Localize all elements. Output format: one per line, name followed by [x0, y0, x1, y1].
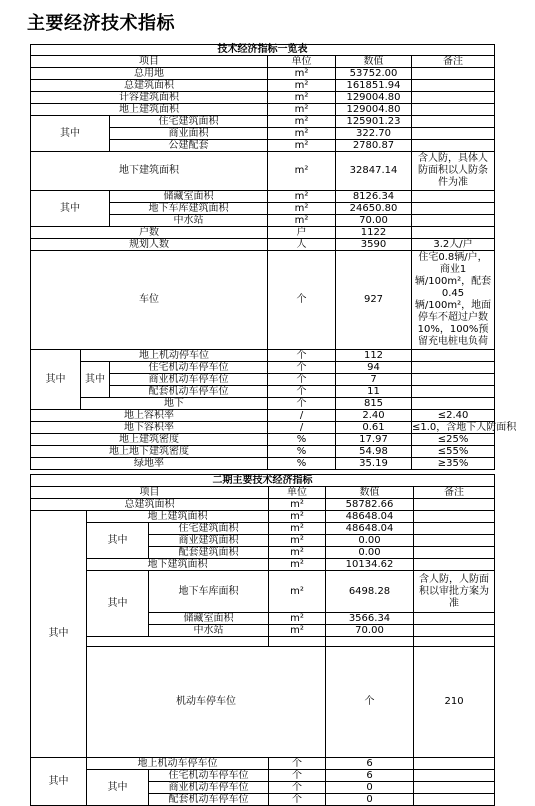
- row-unit: 个: [326, 647, 414, 758]
- row-label: 商业机动车停车位: [110, 374, 268, 386]
- row-value: 70.00: [326, 625, 414, 637]
- subgroup-label: 其中: [87, 571, 149, 637]
- row-value: 58782.66: [326, 499, 414, 511]
- subgroup-label: 其中: [87, 770, 149, 806]
- row-label: 地上地下建筑密度: [31, 446, 268, 458]
- group-label: 其中: [31, 116, 110, 152]
- row-value: 112: [336, 350, 412, 362]
- row-unit: m²: [268, 140, 336, 152]
- row-label: 配套建筑面积: [149, 547, 269, 559]
- row-value: 10134.62: [326, 559, 414, 571]
- row-note: ≤1.0，含地下人防面积: [412, 421, 517, 433]
- table-row: [31, 410, 495, 422]
- row-note: ≤2.40: [412, 410, 495, 422]
- row-unit: 个: [269, 782, 326, 794]
- col-header-item: 项目: [31, 56, 268, 68]
- row-note: [414, 758, 495, 770]
- row-label: 地下: [81, 398, 268, 410]
- row-note: ≤25%: [412, 434, 495, 446]
- table-row: [31, 239, 495, 251]
- row-value: 32847.14: [336, 152, 412, 191]
- row-unit: 个: [268, 398, 336, 410]
- row-label: 储藏室面积: [110, 191, 268, 203]
- row-value: 35.19: [336, 458, 412, 470]
- row-value: 17.97: [336, 434, 412, 446]
- row-label: 住宅机动车停车位: [110, 362, 268, 374]
- row-unit: 个: [269, 794, 326, 806]
- row-note: [412, 386, 495, 398]
- row-label: 储藏室面积: [149, 613, 269, 625]
- table-row: [31, 647, 495, 758]
- row-unit: /: [268, 422, 336, 434]
- row-value: 3566.34: [326, 613, 414, 625]
- row-label: 地下车库面积: [149, 571, 269, 613]
- row-unit: m²: [268, 128, 336, 140]
- row-unit: m²: [269, 625, 326, 637]
- row-note: [412, 227, 495, 239]
- row-note: [414, 523, 495, 535]
- row-value: 6: [326, 758, 414, 770]
- row-label: 住宅建筑面积: [149, 523, 269, 535]
- col-header-unit: 单位: [268, 56, 336, 68]
- row-value: 53752.00: [336, 68, 412, 80]
- table-row: [31, 559, 495, 571]
- row-value: 0.61: [336, 422, 412, 434]
- table-row: [31, 350, 495, 362]
- row-note: [412, 128, 495, 140]
- row-unit: 个: [269, 758, 326, 770]
- row-label: 地下建筑面积: [87, 559, 269, 571]
- row-note: ≥35%: [412, 458, 495, 470]
- row-label: 地上容积率: [31, 410, 268, 422]
- row-label: 总建筑面积: [31, 80, 268, 92]
- row-label: 地上机动车停车位: [87, 758, 269, 770]
- row-value: 815: [336, 398, 412, 410]
- col-header-note: 备注: [414, 487, 495, 499]
- spacer-row: [31, 637, 495, 647]
- row-label: 地上建筑密度: [31, 434, 268, 446]
- row-label: 地上机动停车位: [81, 350, 268, 362]
- table-row: [31, 68, 495, 80]
- row-label: 住宅建筑面积: [110, 116, 268, 128]
- table-row: [31, 104, 495, 116]
- row-note: [414, 499, 495, 511]
- row-value: 7: [336, 374, 412, 386]
- row-unit: 人: [268, 239, 336, 251]
- row-unit: m²: [268, 116, 336, 128]
- row-unit: m²: [269, 535, 326, 547]
- row-label: 配套机动车停车位: [149, 794, 269, 806]
- row-note: [414, 794, 495, 806]
- row-value: 0.00: [326, 547, 414, 559]
- row-value: 94: [336, 362, 412, 374]
- row-note: [412, 68, 495, 80]
- row-value: 0: [326, 794, 414, 806]
- table-row: [31, 571, 495, 613]
- table-row: [31, 770, 495, 782]
- row-label: 总建筑面积: [31, 499, 269, 511]
- row-unit: m²: [268, 215, 336, 227]
- row-value: 70.00: [336, 215, 412, 227]
- table-row: [31, 152, 495, 191]
- row-value: 8126.34: [336, 191, 412, 203]
- row-value: 48648.04: [326, 511, 414, 523]
- row-unit: m²: [269, 511, 326, 523]
- row-unit: 个: [268, 362, 336, 374]
- row-unit: m²: [268, 68, 336, 80]
- row-note: [412, 191, 495, 203]
- row-value: 1122: [336, 227, 412, 239]
- table-row: [31, 80, 495, 92]
- col-header-value: 数值: [336, 56, 412, 68]
- row-note: [414, 547, 495, 559]
- row-label: 配套机动车停车位: [110, 386, 268, 398]
- row-label: 地上建筑面积: [31, 104, 268, 116]
- row-value: 6: [326, 770, 414, 782]
- row-value: 11: [336, 386, 412, 398]
- row-note: [414, 770, 495, 782]
- row-note: [414, 559, 495, 571]
- row-label: 总用地: [31, 68, 268, 80]
- row-value: 129004.80: [336, 92, 412, 104]
- row-unit: %: [268, 458, 336, 470]
- row-label: 车位: [31, 251, 268, 350]
- row-unit: 个: [268, 350, 336, 362]
- row-label: 公建配套: [110, 140, 268, 152]
- row-value: 24650.80: [336, 203, 412, 215]
- table-title: 二期主要技术经济指标: [31, 475, 495, 487]
- row-note: [412, 116, 495, 128]
- header-row: [31, 487, 495, 499]
- table-row: [31, 191, 495, 203]
- table-row: [31, 458, 495, 470]
- row-label: 机动车停车位: [87, 647, 326, 758]
- table-row: [31, 251, 495, 350]
- table-row: [31, 446, 495, 458]
- row-unit: %: [268, 434, 336, 446]
- row-note: 住宅0.8辆/户，商业1辆/100m²，配套0.45辆/100m²，地面停车不超过户数10%，100%预留充电桩电负荷: [412, 251, 495, 350]
- row-unit: /: [268, 410, 336, 422]
- row-unit: 个: [268, 374, 336, 386]
- row-unit: m²: [268, 203, 336, 215]
- row-unit: m²: [269, 499, 326, 511]
- row-value: 48648.04: [326, 523, 414, 535]
- page-title: 主要经济技术指标: [27, 13, 175, 34]
- row-label: 中水站: [149, 625, 269, 637]
- row-value: 210: [414, 647, 495, 758]
- group-label: 其中: [31, 350, 81, 410]
- row-note: 3.2人/户: [412, 239, 495, 251]
- row-note: [412, 398, 495, 410]
- row-unit: 个: [269, 770, 326, 782]
- table-row: [31, 434, 495, 446]
- col-header-note: 备注: [412, 56, 495, 68]
- row-value: 129004.80: [336, 104, 412, 116]
- row-unit: 个: [268, 251, 336, 350]
- row-unit: m²: [268, 191, 336, 203]
- table-row: [31, 511, 495, 523]
- table-row: [31, 92, 495, 104]
- row-note: [412, 362, 495, 374]
- row-unit: m²: [269, 547, 326, 559]
- row-note: [412, 140, 495, 152]
- row-value: 2.40: [336, 410, 412, 422]
- row-value: 6498.28: [326, 571, 414, 613]
- row-note: [414, 625, 495, 637]
- row-unit: m²: [269, 571, 326, 613]
- col-header-item: 项目: [31, 487, 269, 499]
- row-note: [414, 511, 495, 523]
- group-label: 其中: [31, 511, 87, 758]
- row-unit: m²: [268, 80, 336, 92]
- row-value: 3590: [336, 239, 412, 251]
- row-value: 0: [326, 782, 414, 794]
- row-unit: m²: [268, 92, 336, 104]
- row-unit: m²: [268, 104, 336, 116]
- header-row: [31, 56, 495, 68]
- row-label: 中水站: [110, 215, 268, 227]
- row-unit: m²: [268, 152, 336, 191]
- row-unit: m²: [269, 523, 326, 535]
- row-value: 125901.23: [336, 116, 412, 128]
- row-unit: %: [268, 446, 336, 458]
- row-unit: m²: [269, 613, 326, 625]
- row-label: 户数: [31, 227, 268, 239]
- row-note: [414, 782, 495, 794]
- table-row: [31, 362, 495, 374]
- row-label: 商业机动车停车位: [149, 782, 269, 794]
- row-note: [412, 203, 495, 215]
- table-row: [31, 758, 495, 770]
- row-note: [412, 80, 495, 92]
- indicator-table: [30, 44, 517, 470]
- row-value: 161851.94: [336, 80, 412, 92]
- table-row: [31, 398, 495, 410]
- subgroup-label: 其中: [81, 362, 110, 398]
- table-row: [31, 523, 495, 535]
- row-value: 0.00: [326, 535, 414, 547]
- row-label: 计容建筑面积: [31, 92, 268, 104]
- row-note: [412, 92, 495, 104]
- row-label: 商业建筑面积: [149, 535, 269, 547]
- row-note: [412, 215, 495, 227]
- row-unit: m²: [269, 559, 326, 571]
- row-label: 商业面积: [110, 128, 268, 140]
- col-header-value: 数值: [326, 487, 414, 499]
- row-label: 规划人数: [31, 239, 268, 251]
- row-note: [412, 350, 495, 362]
- table-row: [31, 422, 495, 434]
- phase2-indicator-table: [30, 474, 495, 806]
- row-label: 地下容积率: [31, 422, 268, 434]
- row-note: ≤55%: [412, 446, 495, 458]
- row-value: 927: [336, 251, 412, 350]
- table-title: 技术经济指标一览表: [31, 45, 495, 56]
- row-label: 地下车库建筑面积: [110, 203, 268, 215]
- row-value: 322.70: [336, 128, 412, 140]
- row-note: 含人防，人防面积以审批方案为准: [414, 571, 495, 613]
- table-row: [31, 499, 495, 511]
- row-unit: 户: [268, 227, 336, 239]
- row-label: 住宅机动车停车位: [149, 770, 269, 782]
- row-value: 54.98: [336, 446, 412, 458]
- row-label: 地下建筑面积: [31, 152, 268, 191]
- col-header-unit: 单位: [269, 487, 326, 499]
- group-label: 其中: [31, 191, 110, 227]
- row-note: [412, 104, 495, 116]
- row-label: 绿地率: [31, 458, 268, 470]
- row-note: [414, 613, 495, 625]
- row-note: [414, 535, 495, 547]
- table-row: [31, 116, 495, 128]
- row-unit: 个: [268, 386, 336, 398]
- row-value: 2780.87: [336, 140, 412, 152]
- subgroup-label: 其中: [87, 523, 149, 559]
- group-label: 其中: [31, 758, 87, 806]
- row-label: 地上建筑面积: [87, 511, 269, 523]
- row-note: 含人防，具体人防面积以人防条件为准: [412, 152, 495, 191]
- table-row: [31, 227, 495, 239]
- row-note: [412, 374, 495, 386]
